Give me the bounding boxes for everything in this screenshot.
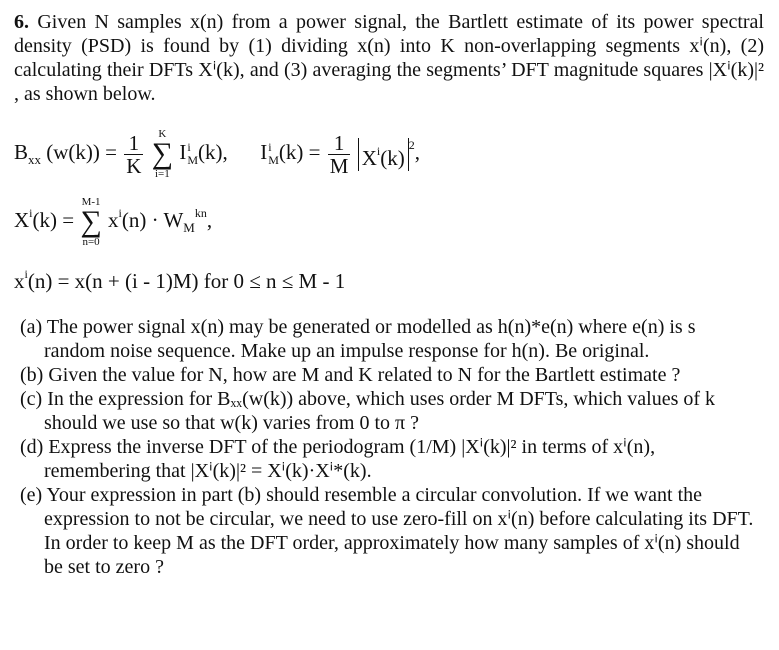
- sigma-icon: ∑: [151, 137, 174, 170]
- dft-lhs-argument: (k) =: [32, 207, 75, 232]
- bxx-argument: (w(k)) =: [46, 139, 117, 164]
- one-over-k-fraction: [124, 132, 143, 177]
- question-part-c: (c) In the expression for Bₓₓ(w(k)) above, which uses order M DFTs, which values of k should we use so that w(k) varies from 0 to π ?: [20, 388, 716, 434]
- segment-def-superscript: i: [24, 267, 28, 281]
- sigma-icon: ∑: [80, 205, 102, 238]
- bxx-subscript: xx: [28, 151, 42, 167]
- periodogram-symbol: I: [179, 139, 187, 164]
- question-parts: [20, 315, 755, 579]
- periodogram-indices: [187, 141, 198, 167]
- fraction-numerator: 1: [124, 132, 143, 155]
- periodogram-def-symbol: I: [260, 139, 268, 164]
- equation-comma: ,: [414, 139, 420, 164]
- periodogram-def-indices: [268, 141, 279, 167]
- summation-over-i: [152, 128, 173, 180]
- question-part-e: (e) Your expression in part (b) should resemble a circular convolution. If we want the expression to not be circular, we need to use zero-fill on xⁱ(n) before calculating its DFT. In order to keep M as the DFT order, approximately how many samples of xⁱ(n) should be set to zero ?: [20, 484, 754, 578]
- dft-superscript: i: [376, 143, 381, 158]
- question-part-b: (b) Given the value for N, how are M and K related to N for the Bartlett estimate ?: [20, 364, 681, 386]
- dft-argument: (k): [380, 145, 405, 170]
- segment-superscript: i: [118, 205, 122, 220]
- dft-equation: [14, 196, 764, 256]
- dft-symbol: X: [361, 145, 377, 170]
- periodogram-argument: (k),: [197, 139, 228, 164]
- bartlett-equation: [14, 128, 764, 188]
- periodogram-def-subscript: M: [268, 153, 279, 167]
- question-part-d: (d) Express the inverse DFT of the periodogram (1/M) |Xⁱ(k)|² in terms of xⁱ(n), remembering that |Xⁱ(k)|² = Xⁱ(k)·Xⁱ*(k).: [20, 436, 656, 482]
- sum-lower-limit: i=1: [154, 168, 170, 180]
- dft-lhs-superscript: i: [29, 205, 33, 220]
- fraction-denominator: K: [126, 153, 142, 178]
- fraction-numerator: 1: [328, 132, 351, 155]
- square-exponent: 2: [408, 137, 415, 152]
- problem-intro-text: Given N samples x(n) from a power signal, the Bartlett estimate of its power spectral density (PSD) is found by (1) dividing x(n) into K non-overlapping segments xⁱ(n), (2) calculating their DFTs Xⁱ(k), and (3) averaging the segments’ DFT magnitude squares |Xⁱ(k)|² , as shown below.: [14, 11, 764, 105]
- twiddle-subscript: M: [183, 219, 195, 235]
- summation-over-n: [80, 196, 101, 248]
- segment-equation: [14, 262, 764, 292]
- bxx-symbol: B: [14, 139, 29, 164]
- segment-times-twiddle: (n) · W: [121, 207, 184, 232]
- problem-intro: [14, 10, 764, 106]
- question-part-a: (a) The power signal x(n) may be generated or modelled as h(n)*e(n) where e(n) is s random noise sequence. Make up an impulse response for h(n). Be original.: [20, 316, 696, 362]
- sum-upper-limit: M-1: [81, 196, 101, 208]
- segment-def-symbol: x: [14, 269, 25, 293]
- periodogram-def-argument: (k) =: [278, 139, 321, 164]
- periodogram-superscript: i: [187, 140, 191, 154]
- periodogram-subscript: M: [187, 153, 198, 167]
- magnitude-bars: [358, 138, 409, 171]
- twiddle-exponent: kn: [194, 205, 207, 220]
- fraction-denominator: M: [329, 153, 349, 178]
- segment-def-rest: (n) = x(n + (i - 1)M) for 0 ≤ n ≤ M - 1: [27, 269, 346, 293]
- sum-lower-limit: n=0: [82, 236, 100, 248]
- periodogram-def-superscript: i: [268, 140, 272, 154]
- problem-number: 6.: [14, 11, 29, 33]
- one-over-m-fraction: [328, 132, 351, 177]
- sum-upper-limit: K: [158, 128, 167, 140]
- dft-lhs-symbol: X: [14, 207, 30, 232]
- equation-comma: ,: [206, 207, 213, 232]
- segment-symbol: x: [108, 207, 119, 232]
